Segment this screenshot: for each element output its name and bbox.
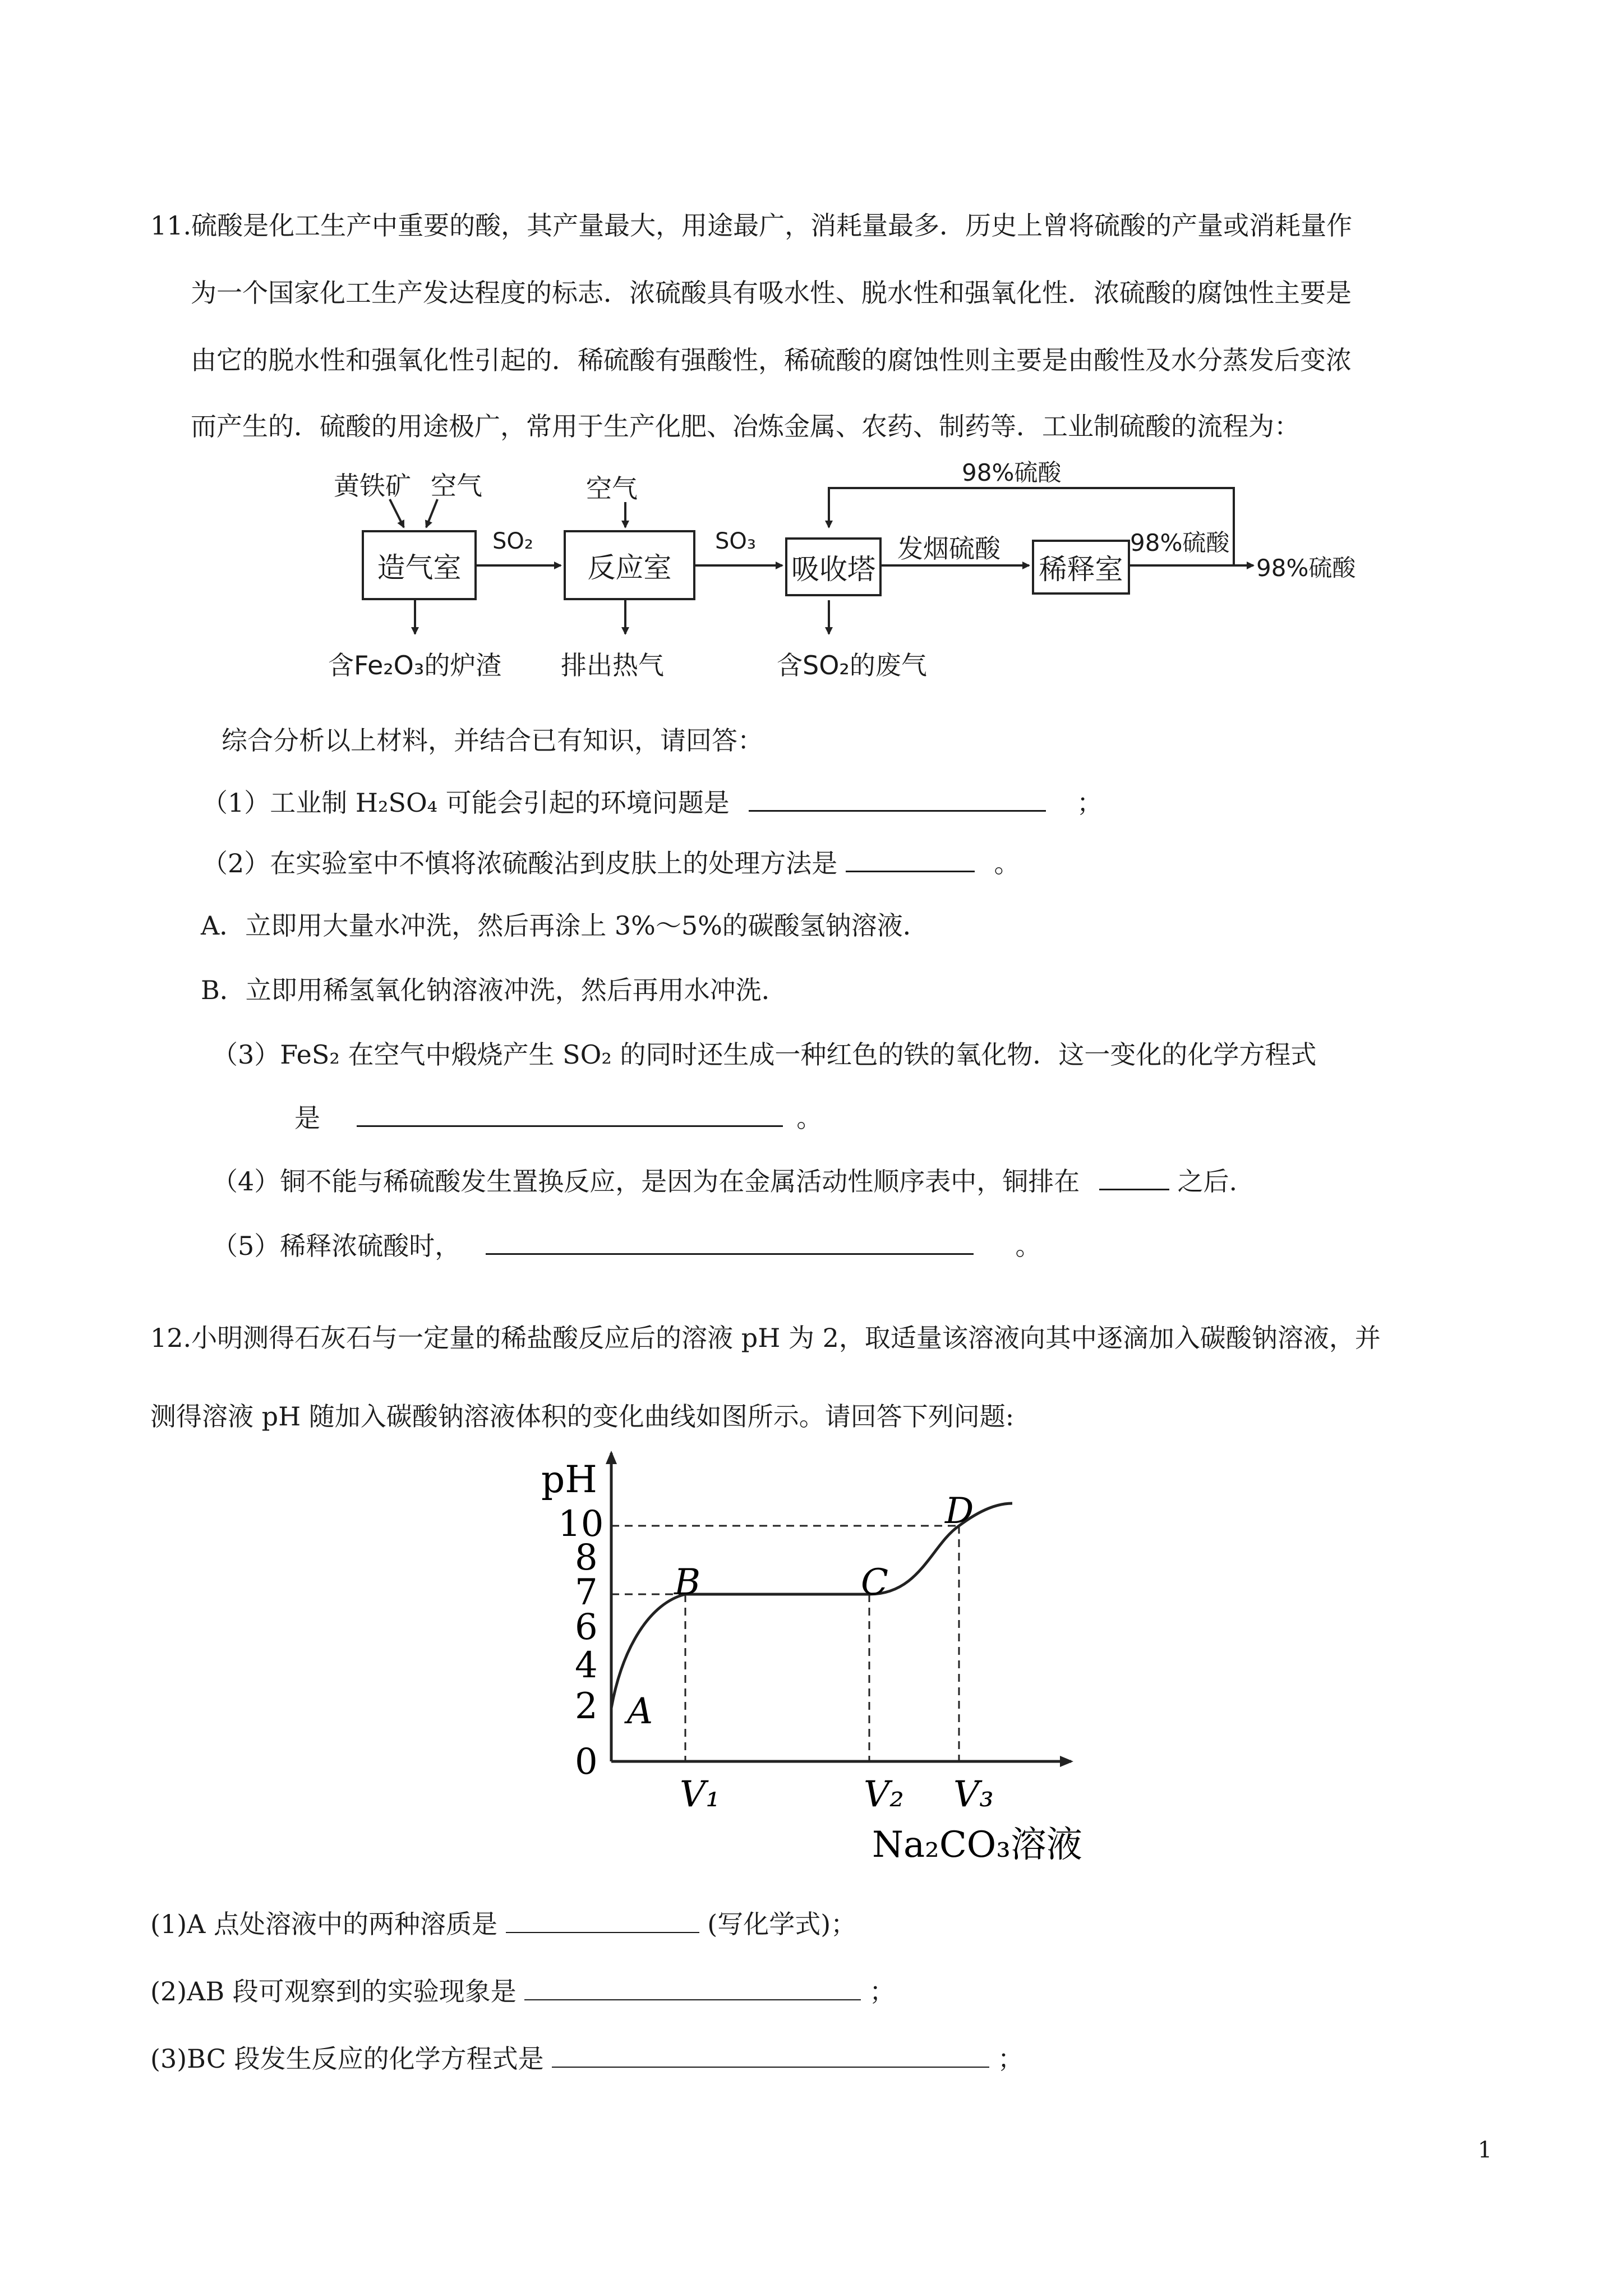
- answer-blank-1[interactable]: [749, 785, 1046, 812]
- q11-sub1-end: ；: [1076, 788, 1103, 818]
- q11-option-a: A．立即用大量水冲洗，然后再涂上 3%～5%的碳酸氢钠溶液．: [201, 910, 929, 941]
- x-tick-v2: V₂: [864, 1774, 904, 1815]
- q11-sub4: [212, 1164, 1237, 1198]
- x-tick-v3: V₃: [953, 1774, 994, 1815]
- q11-sub1: [202, 785, 1103, 820]
- point-label-d: D: [945, 1490, 974, 1532]
- q12-sub2-text: (2)AB 段可观察到的实验现象是: [150, 1976, 517, 2007]
- q11-sub5: [212, 1228, 1041, 1263]
- q11-sub3-shi: 是: [294, 1103, 320, 1133]
- point-label-a: A: [627, 1691, 653, 1732]
- output-hot-gas: 排出热气: [561, 650, 664, 680]
- y-tick-6: 6: [575, 1607, 598, 1648]
- box-gas-chamber: 造气室: [362, 530, 477, 600]
- page-number: 1: [1478, 2137, 1492, 2163]
- input-air-1: 空气: [431, 471, 482, 501]
- q11-sub2-text: （2）在实验室中不慎将浓硫酸沾到皮肤上的处理方法是: [202, 848, 838, 878]
- x-axis-label: Na₂CO₃溶液: [872, 1824, 1082, 1866]
- y-axis-label: pH: [541, 1458, 597, 1501]
- answer-blank-7[interactable]: [524, 1975, 861, 2000]
- q11-sub3-end: 。: [796, 1103, 823, 1133]
- label-so2: SO₂: [492, 528, 533, 554]
- q11-sub5-end: 。: [1015, 1231, 1041, 1261]
- x-tick-v1: V₁: [680, 1774, 720, 1815]
- q11-line-4: 而产生的．硫酸的用途极广，常用于生产化肥、冶炼金属、农药、制药等．工业制硫酸的流程为：: [191, 411, 1300, 441]
- q11-sub4-text: （4）铜不能与稀硫酸发生置换反应，是因为在金属活动性顺序表中，铜排在: [212, 1166, 1080, 1197]
- output-slag: 含Fe₂O₃的炉渣: [328, 650, 502, 680]
- ph-curve: [611, 1503, 1012, 1708]
- q12-sub2: [150, 1975, 895, 2008]
- input-pyrite: 黄铁矿: [334, 471, 411, 501]
- q12-line-2: 测得溶液 pH 随加入碳酸钠溶液体积的变化曲线如图所示。请回答下列问题:: [150, 1401, 1015, 1432]
- label-so3: SO₃: [715, 528, 756, 554]
- label-98-acid-mid: 98%硫酸: [1130, 529, 1230, 556]
- input-air-2: 空气: [586, 473, 638, 504]
- q11-sub4-end: 之后.: [1177, 1166, 1238, 1197]
- answer-blank-2[interactable]: [846, 846, 975, 872]
- q11-sub5-text: （5）稀释浓硫酸时，: [212, 1231, 461, 1261]
- q12-sub3-end: ；: [997, 2044, 1023, 2074]
- answer-blank-5[interactable]: [486, 1228, 974, 1255]
- q11-sub1-text: （1）工业制 H₂SO₄ 可能会引起的环境问题是: [202, 788, 730, 818]
- point-label-b: B: [674, 1562, 701, 1603]
- q11-sub2-end: 。: [994, 848, 1020, 878]
- answer-blank-3[interactable]: [357, 1101, 783, 1127]
- q11-sub3: （3）FeS₂ 在空气中煅烧产生 SO₂ 的同时还生成一种红色的铁的氧化物．这一变化的化学方程式: [212, 1039, 1317, 1070]
- q11-option-b: B．立即用稀氢氧化钠溶液冲洗，然后再用水冲洗．: [201, 975, 787, 1005]
- q12-sub3: [150, 2042, 1023, 2076]
- box-absorption-tower: 吸收塔: [785, 537, 882, 596]
- answer-blank-8[interactable]: [552, 2042, 989, 2068]
- q11-intro: 综合分析以上材料，并结合已有知识，请回答：: [222, 725, 763, 756]
- label-98-acid-out: 98%硫酸: [1256, 554, 1356, 582]
- q11-sub3-line2: [294, 1101, 822, 1135]
- label-98-acid-top: 98%硫酸: [962, 459, 1062, 486]
- y-tick-0: 0: [575, 1741, 598, 1783]
- q11-line-2: 为一个国家化工生产发达程度的标志．浓硫酸具有吸水性、脱水性和强氧化性．浓硫酸的腐蚀性主要是: [191, 278, 1352, 308]
- y-tick-7: 7: [575, 1572, 598, 1613]
- answer-blank-6[interactable]: [506, 1907, 699, 1933]
- output-waste-gas: 含SO₂的废气: [777, 650, 927, 680]
- point-label-c: C: [861, 1562, 888, 1603]
- q11-line-1: 11.硫酸是化工生产中重要的酸，其产量最大，用途最广，消耗量最多．历史上曾将硫酸的产量或消耗量作: [150, 210, 1353, 241]
- q12-sub2-end: ；: [869, 1976, 896, 2007]
- process-flowchart: [314, 459, 1413, 701]
- label-fuming-acid: 发烟硫酸: [897, 533, 1000, 564]
- q12-sub1-end: (写化学式)；: [707, 1909, 857, 1939]
- q12-line-1: 12.小明测得石灰石与一定量的稀盐酸反应后的溶液 pH 为 2，取适量该溶液向其中逐滴加入碳酸钠溶液，并: [150, 1323, 1381, 1353]
- y-tick-2: 2: [575, 1686, 598, 1727]
- ph-chart: [527, 1442, 1133, 1868]
- box-reaction-chamber: 反应室: [564, 530, 695, 600]
- y-tick-4: 4: [575, 1645, 598, 1686]
- q12-sub1: [150, 1907, 856, 1941]
- q11-line-3: 由它的脱水性和强氧化性引起的．稀硫酸有强酸性，稀硫酸的腐蚀性则主要是由酸性及水分蒸发后变浓: [191, 345, 1352, 375]
- q12-sub1-text: (1)A 点处溶液中的两种溶质是: [150, 1909, 498, 1939]
- q11-sub2: [202, 846, 1020, 880]
- answer-blank-4[interactable]: [1099, 1164, 1169, 1190]
- y-tick-8: 8: [575, 1537, 598, 1579]
- q12-sub3-text: (3)BC 段发生反应的化学方程式是: [150, 2044, 544, 2074]
- box-dilution-chamber: 稀释室: [1032, 540, 1130, 595]
- y-tick-10: 10: [558, 1503, 604, 1545]
